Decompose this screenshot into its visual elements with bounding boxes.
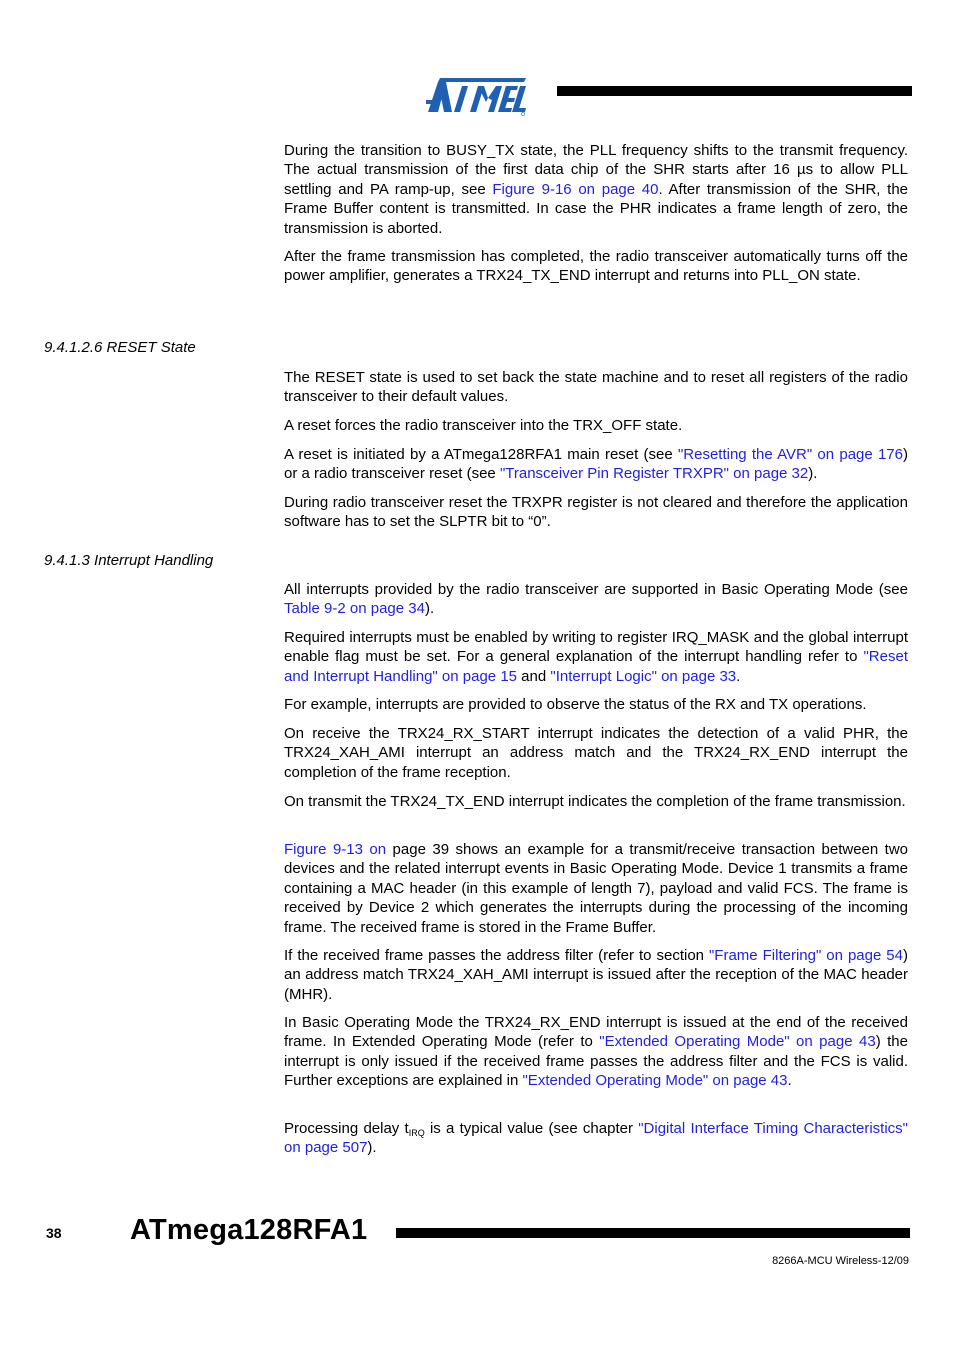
paragraph: If the received frame passes the address filter (refer to section "Frame Filtering" on page 54) an address match TRX24_XAH_AMI interrupt is issued after the reception of the MAC header (MHR). bbox=[284, 947, 908, 1003]
document-reference: 8266A-MCU Wireless-12/09 bbox=[772, 1255, 909, 1267]
cross-reference-link[interactable]: Figure 9-13 on bbox=[284, 841, 387, 858]
reset-text bbox=[284, 368, 908, 407]
paragraph: After the frame transmission has completed, the radio transceiver automatically turns off the power amplifier, generates a TRX24_TX_END interrupt and returns into PLL_ON state. bbox=[284, 248, 908, 285]
paragraph: A reset is initiated by a ATmega128RFA1 main reset (see "Resetting the AVR" on page 176) or a radio transceiver reset (see "Transceiver Pin Register TRXPR" on page 32). bbox=[284, 446, 908, 483]
section-heading: 9.4.1.3 Interrupt Handling bbox=[44, 552, 214, 569]
cross-reference-link[interactable]: "Resetting the AVR" on page 176 bbox=[677, 446, 903, 463]
atmel-logo bbox=[426, 68, 530, 116]
interrupt-text-2 bbox=[284, 628, 908, 686]
subscript: IRQ bbox=[408, 1128, 425, 1138]
paragraph: For example, interrupts are provided to observe the status of the RX and TX operations. bbox=[284, 696, 867, 713]
cross-reference-link[interactable]: "Interrupt Logic" on page 33 bbox=[550, 667, 737, 685]
paragraph: In Basic Operating Mode the TRX24_RX_END interrupt is issued at the end of the received frame. In Extended Operating Mode (refer to "Extended Operating Mode" on page 43) the interrupt is only issued if the received frame passes the address filter and the FCS is valid. Further exceptions are explained in "Extended Operating Mode" on page 43. bbox=[284, 1014, 908, 1090]
interrupt-text-7 bbox=[284, 946, 908, 1004]
paragraph: All interrupts provided by the radio transceiver are supported in Basic Operating Mode (see Table 9-2 on page 34). bbox=[284, 581, 908, 618]
cross-reference-link[interactable]: "Extended Operating Mode" on page 43 bbox=[522, 1072, 788, 1090]
reset-text-3 bbox=[284, 445, 908, 484]
cross-reference-link[interactable]: "Extended Operating Mode" on page 43 bbox=[599, 1033, 876, 1051]
cross-reference-link[interactable]: "Reset and Interrupt Handling" on page 15 bbox=[284, 648, 908, 685]
cross-reference-link[interactable]: Table 9-2 on page 34 bbox=[284, 600, 425, 618]
cross-reference-link[interactable]: Figure 9-16 on page 40 bbox=[492, 180, 659, 198]
paragraph: Required interrupts must be enabled by writing to register IRQ_MASK and the global interrupt enable flag must be set. For a general explanation of the interrupt handling refer to "Reset and Interrupt Handling" on page 15 and "Interrupt Logic" on page 33. bbox=[284, 629, 908, 685]
section-heading: 9.4.1.2.6 RESET State bbox=[44, 339, 196, 356]
paragraph: During radio transceiver reset the TRXPR register is not cleared and therefore the application software has to set the SLPTR bit to “0”. bbox=[284, 494, 908, 531]
cross-reference-link[interactable]: "Transceiver Pin Register TRXPR" on page 32 bbox=[499, 465, 809, 483]
header-rule bbox=[557, 86, 912, 96]
reset-text-4 bbox=[284, 493, 908, 532]
interrupt-text-9 bbox=[284, 1119, 908, 1158]
cross-reference-link[interactable]: "Frame Filtering" on page 54 bbox=[708, 947, 903, 964]
interrupt-text-6 bbox=[284, 840, 908, 937]
interrupt-text-3 bbox=[284, 695, 908, 714]
interrupt-text-8 bbox=[284, 1013, 908, 1091]
interrupt-text-1 bbox=[284, 580, 908, 619]
busy-tx-text bbox=[284, 141, 908, 238]
busy-tx-text-2 bbox=[284, 247, 908, 286]
interrupt-text-4 bbox=[284, 724, 908, 782]
paragraph: On receive the TRX24_RX_START interrupt indicates the detection of a valid PHR, the TRX24_XAH_AMI interrupt an address match and the TRX24_RX_END interrupt the completion of the frame reception. bbox=[284, 725, 908, 781]
paragraph: The RESET state is used to set back the state machine and to reset all registers of the radio transceiver to their default values. bbox=[284, 369, 908, 406]
paragraph: Figure 9-13 on page 39 shows an example for a transmit/receive transaction between two devices and the related interrupt events in Basic Operating Mode. Device 1 transmits a frame containing a MAC header (in this example of length 7), payload and valid FCS. The frame is received by Device 2 which generates the interrupts during the processing of the incoming frame. The received frame is stored in the Frame Buffer. bbox=[284, 841, 909, 936]
paragraph: During the transition to BUSY_TX state, the PLL frequency shifts to the transmit frequency. The actual transmission of the first data chip of the SHR starts after 16 µs to allow PLL settling and PA ramp-up, see Figure 9-16 on page 40. After transmission of the SHR, the Frame Buffer content is transmitted. In case the PHR indicates a frame length of zero, the transmission is aborted. bbox=[284, 142, 909, 237]
product-title: ATmega128RFA1 bbox=[130, 1214, 368, 1246]
page-number: 38 bbox=[46, 1225, 62, 1241]
interrupt-text-5 bbox=[284, 792, 908, 811]
paragraph: Processing delay $t_{IRQ}$ is a typical value (see chapter "Digital Interface Timing Characteristics" on page 507). bbox=[284, 1120, 908, 1157]
paragraph: On transmit the TRX24_TX_END interrupt indicates the completion of the frame transmission. bbox=[284, 793, 906, 810]
paragraph: A reset forces the radio transceiver into the TRX_OFF state. bbox=[284, 417, 683, 434]
footer-rule bbox=[396, 1228, 910, 1238]
cross-reference-link[interactable]: "Digital Interface Timing Characteristics" on page 507 bbox=[284, 1120, 908, 1157]
reset-text-2 bbox=[284, 416, 908, 435]
